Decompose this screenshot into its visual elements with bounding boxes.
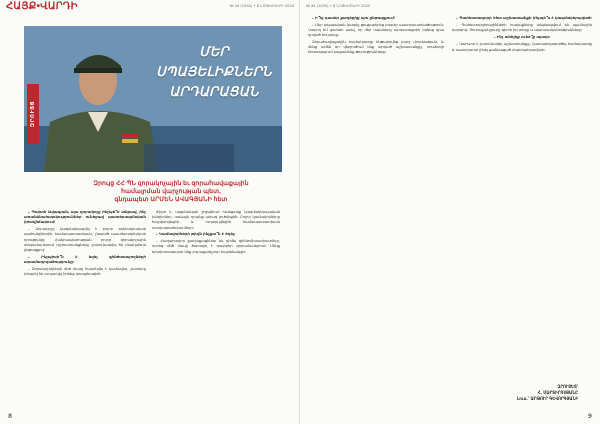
question-paragraph: – Կամավորների թիվն ինչքա՞ն է եղել: xyxy=(156,232,236,237)
article-subhead xyxy=(54,180,288,204)
magazine-logo: ՀԱՅՔ•ՎԱՐԴԻ xyxy=(6,0,78,12)
title-line-3: ԱՐԴԱՐԱՑԱՆ xyxy=(169,84,259,99)
page-number-left: 8 xyxy=(8,413,13,420)
signature-label: ԶՐՈՒՑԵՑ՝ xyxy=(557,384,578,389)
author-name: Հ. ՄԱՐՏԻՐՈՍՅԱՆԸ xyxy=(537,390,578,395)
photo-credit: Լուս.՝ ԱՐԹՈՒՐ ԳԵՎՈՐԳՅԱՆԻ xyxy=(517,396,578,401)
author-signature xyxy=(517,384,578,402)
issue-info: № 44 (1050) • 8 ՆՈՅԵՄԲԵՐԻ 2020 xyxy=(306,4,371,8)
text-column-1 xyxy=(24,210,146,410)
page-number-right: 9 xyxy=(587,413,592,420)
answer-paragraph: – Մեր սպայական կազմը ցուցաբերեց բարձր պատրաստվածություն: Կարող եմ վստահ ասել, որ մեր սպաները արդարացրին իրենց վրա դրված հույսերը: xyxy=(308,22,444,38)
right-page xyxy=(300,0,600,424)
subhead-line-3: գնդապետ ԱՐՄԵՆ ԱՎԱԳՅԱՆԻ հետ xyxy=(114,196,228,203)
answer-paragraph: Զորահավաքային համակարգը ենթարկվեց լուրջ փորձության, և մենք ամեն օր վերլուծում ենք արված աշխատանքը, որպեսզի հետագայում բացառենք թերությունները: xyxy=(308,40,444,55)
subhead-line-1: Զրույց ՀՀ ՊՆ զորակոչային եւ զորահավաքային xyxy=(93,180,249,187)
text-column-2 xyxy=(152,210,280,410)
question-paragraph: – Ի՞նչ դասեր քաղեցիք այս ընթացքում: xyxy=(312,16,396,20)
question-paragraph: – Պահեստազորի հետ աշխատանքն ինչպե՞ս է կազմակերպված: xyxy=(456,16,592,20)
question-paragraph: – Պարոն Ավագյան, այս զորակոչը ինչպե՞ս անցավ, ինչ առանձնահատկություններ ունեցավ պատերազմական իրավիճակում: xyxy=(24,210,146,225)
answer-paragraph: – Հազարավոր քաղաքացիներ են դիմել զինկոմիսարիատներ, որոնց մեծ մասը ծառայել է տարբեր զորամասերում: Մենք երախտապարտ ենք յուրաքանչյուր հայրենակցի: xyxy=(152,239,280,254)
answer-paragraph: – Պահեստազորայինների հավաքները անցկացվում են պլանային կարգով: Յուրաքանչյուրը գիտի իր տեղը և պարտականությունները: xyxy=(452,22,592,32)
text-column-4 xyxy=(452,16,592,356)
issue-info: № 44 (1050) • 8 ՆՈՅԵՄԲԵՐԻ 2020 xyxy=(229,4,294,8)
title-line-1: ՄԵՐ xyxy=(199,44,229,59)
left-header xyxy=(6,0,294,12)
desk xyxy=(144,144,234,172)
section-tag: ԶՐՈՒՅՑ xyxy=(27,84,39,144)
question-paragraph: – Ինչպիսի՞ն է եղել զինծառայողների տրամադրվածությունը: xyxy=(24,254,146,265)
right-header xyxy=(306,0,594,12)
section-heading: – Ինչ անելիք ունե՞ք այսօր: xyxy=(493,35,551,40)
answer-paragraph: – Զորակոչը կազմակերպվել է բոլոր օրենսդրական պահանջներին համապատասխան, չնայած պատերազմական դրությանը: Հանրապետության բոլոր զորակոչային տեղամասերում աշխատանքները շարունակվել են բնականոն ընթացքով: xyxy=(24,227,146,253)
hero-photo xyxy=(24,26,282,172)
answer-paragraph: Ճիշտ է, սկզբնական շրջանում ունեցանք կազմակերպական խնդիրներ, սակայն դրանք արագ լուծվեցին: Բոլոր կամավորները հաշվառվեցին և ուղարկվեցին համապատասխան ստորաբաժանումներ: xyxy=(152,210,280,230)
answer-paragraph: – Զորակոչիկների մեծ մասը հայտնվել է կամավոր, շատերը խնդրել են ուղարկել իրենց առաջնագիծ: xyxy=(24,266,146,277)
subhead-line-2: համալրման վարչության պետ, xyxy=(121,188,221,195)
text-column-3 xyxy=(308,16,444,411)
answer-paragraph: – Կարևոր է շարունակել աշխատանքը, կատարելագործել համակարգը և պատրաստ լինել ցանկացած մարտահրավերի: xyxy=(452,42,592,52)
article-title xyxy=(154,42,274,102)
title-line-2: ՍՊԱՅԵԼԻՔՆԵՐՆ xyxy=(156,64,272,79)
